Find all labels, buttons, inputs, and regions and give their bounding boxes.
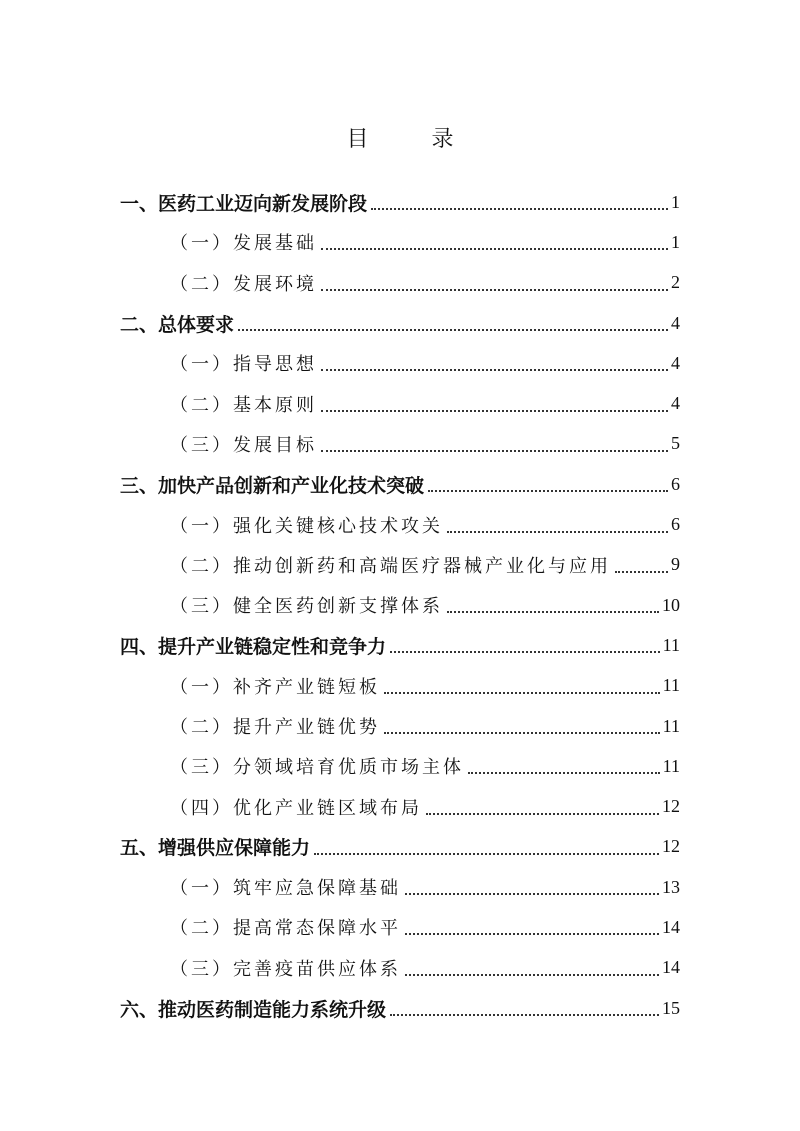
toc-title: 目 录	[346, 127, 482, 152]
toc-entry-label: （四）优化产业链区域布局	[170, 797, 422, 819]
toc-entry-label: 六、推动医药制造能力系统升级	[120, 998, 387, 1021]
toc-subsection-entry[interactable]	[120, 343, 680, 383]
toc-entry-label: 二、总体要求	[120, 313, 235, 336]
dot-leader	[390, 651, 660, 653]
toc-entry-label: （二）推动创新药和高端医疗器械产业化与应用	[170, 555, 611, 577]
toc-page-number: 2	[671, 272, 680, 293]
toc-section-entry[interactable]	[120, 303, 680, 343]
toc-page-number: 9	[671, 554, 680, 575]
dot-leader	[428, 490, 668, 492]
toc-page-number: 1	[671, 191, 680, 212]
toc-subsection-entry[interactable]	[120, 746, 680, 786]
dot-leader	[238, 329, 668, 331]
toc-entry-label: （三）分领域培育优质市场主体	[170, 757, 464, 779]
dot-leader	[321, 410, 668, 412]
dot-leader	[468, 772, 660, 774]
toc-page-number: 14	[662, 957, 680, 978]
toc-subsection-entry[interactable]	[120, 545, 680, 585]
toc-entry-label: （三）完善疫苗供应体系	[170, 958, 401, 980]
toc-subsection-entry[interactable]	[120, 424, 680, 464]
toc-entry-label: （三）发展目标	[170, 434, 317, 456]
toc-page-number: 5	[671, 433, 680, 454]
toc-page-number: 11	[662, 675, 680, 696]
toc-page-number: 11	[662, 634, 680, 655]
toc-entry-label: 三、加快产品创新和产业化技术突破	[120, 474, 425, 497]
toc-page-number: 4	[671, 312, 680, 333]
toc-entry-label: 一、医药工业迈向新发展阶段	[120, 192, 368, 215]
dot-leader	[384, 692, 660, 694]
toc-subsection-entry[interactable]	[120, 585, 680, 625]
toc-subsection-entry[interactable]	[120, 383, 680, 423]
toc-entry-label: 四、提升产业链稳定性和竞争力	[120, 635, 387, 658]
toc-section-entry[interactable]	[120, 827, 680, 867]
dot-leader	[405, 974, 659, 976]
toc-entry-label: （一）筑牢应急保障基础	[170, 878, 401, 900]
toc-entry-label: （一）发展基础	[170, 233, 317, 255]
dot-leader	[384, 732, 660, 734]
dot-leader	[390, 1014, 659, 1016]
toc-subsection-entry[interactable]	[120, 222, 680, 262]
toc-page-number: 12	[662, 836, 680, 857]
dot-leader	[426, 813, 659, 815]
toc-page-number: 12	[662, 796, 680, 817]
toc-subsection-entry[interactable]	[120, 948, 680, 988]
toc-subsection-entry[interactable]	[120, 504, 680, 544]
toc-entry-label: 五、增强供应保障能力	[120, 837, 311, 860]
toc-page-number: 14	[662, 916, 680, 937]
dot-leader	[321, 248, 668, 250]
toc-page-number: 11	[662, 755, 680, 776]
toc-section-entry[interactable]	[120, 464, 680, 504]
toc-subsection-entry[interactable]	[120, 706, 680, 746]
dot-leader	[405, 933, 659, 935]
toc-entry-label: （一）指导思想	[170, 354, 317, 376]
dot-leader	[615, 571, 668, 573]
toc-subsection-entry[interactable]	[120, 907, 680, 947]
dot-leader	[314, 853, 659, 855]
dot-leader	[371, 208, 668, 210]
dot-leader	[321, 289, 668, 291]
toc-subsection-entry[interactable]	[120, 666, 680, 706]
dot-leader	[405, 893, 659, 895]
toc-entry-label: （二）提升产业链优势	[170, 717, 380, 738]
toc-page-number: 6	[671, 514, 680, 535]
toc-entry-label: （二）基本原则	[170, 394, 317, 416]
toc-section-entry[interactable]	[120, 988, 680, 1028]
toc-page-number: 13	[662, 876, 680, 897]
dot-leader	[321, 369, 668, 371]
toc-entry-label: （三）健全医药创新支撑体系	[170, 596, 443, 618]
toc-page-number: 10	[662, 594, 680, 615]
toc-subsection-entry[interactable]	[120, 786, 680, 826]
toc-page-number: 4	[671, 352, 680, 373]
toc-entry-label: （二）发展环境	[170, 273, 317, 295]
toc-section-entry[interactable]	[120, 182, 680, 222]
toc-subsection-entry[interactable]	[120, 263, 680, 303]
toc-page-number: 15	[662, 997, 680, 1018]
table-of-contents	[120, 182, 680, 1028]
toc-page-number: 6	[671, 473, 680, 494]
toc-page-number: 11	[662, 715, 680, 736]
toc-page-number: 4	[671, 393, 680, 414]
dot-leader	[321, 450, 668, 452]
toc-entry-label: （一）强化关键核心技术攻关	[170, 515, 443, 537]
toc-page-number: 1	[671, 231, 680, 252]
toc-entry-label: （二）提高常态保障水平	[170, 918, 401, 940]
dot-leader	[447, 531, 668, 533]
dot-leader	[447, 611, 659, 613]
toc-subsection-entry[interactable]	[120, 867, 680, 907]
toc-entry-label: （一）补齐产业链短板	[170, 676, 380, 698]
toc-section-entry[interactable]	[120, 625, 680, 665]
